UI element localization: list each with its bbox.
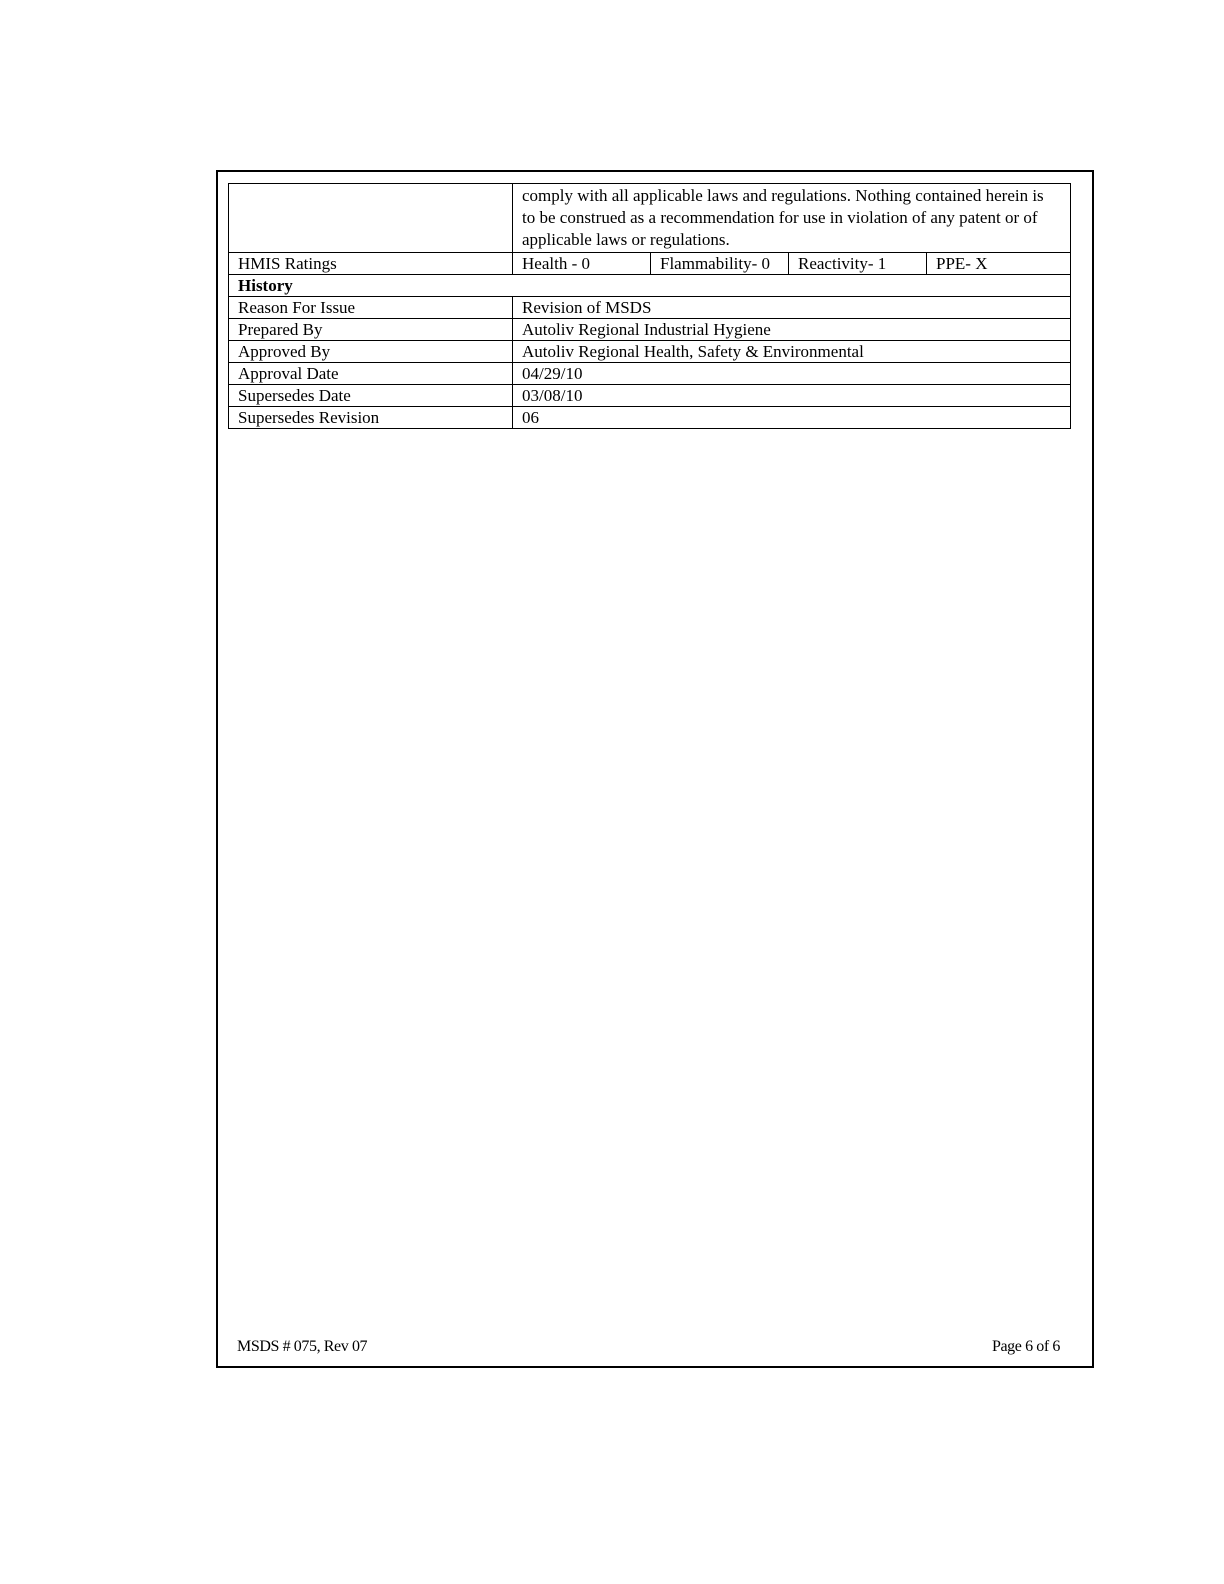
msds-table	[228, 183, 1071, 429]
history-heading-row	[229, 275, 1071, 297]
history-label-supersedes-revision: Supersedes Revision	[229, 407, 513, 429]
history-label-reason: Reason For Issue	[229, 297, 513, 319]
footer-page-number: Page 6 of 6	[991, 1338, 1060, 1355]
hmis-row	[229, 253, 1071, 275]
table-row	[229, 341, 1071, 363]
history-label-approval-date: Approval Date	[229, 363, 513, 385]
table-row	[229, 385, 1071, 407]
history-value-supersedes-date: 03/08/10	[513, 385, 1071, 407]
hmis-reactivity: Reactivity- 1	[789, 253, 927, 275]
history-label-supersedes-date: Supersedes Date	[229, 385, 513, 407]
hmis-flammability: Flammability- 0	[651, 253, 789, 275]
disclaimer-empty-cell	[229, 184, 513, 253]
hmis-label: HMIS Ratings	[229, 253, 513, 275]
history-value-prepared-by: Autoliv Regional Industrial Hygiene	[513, 319, 1071, 341]
table-row	[229, 407, 1071, 429]
footer-doc-id: MSDS # 075, Rev 07	[237, 1338, 368, 1355]
disclaimer-row	[229, 184, 1071, 253]
table-row	[229, 297, 1071, 319]
history-heading: History	[229, 275, 1071, 297]
history-value-approval-date: 04/29/10	[513, 363, 1071, 385]
hmis-ppe: PPE- X	[927, 253, 1071, 275]
table-row	[229, 363, 1071, 385]
history-value-supersedes-revision: 06	[513, 407, 1071, 429]
table-row	[229, 319, 1071, 341]
history-value-reason: Revision of MSDS	[513, 297, 1071, 319]
history-label-approved-by: Approved By	[229, 341, 513, 363]
disclaimer-text: comply with all applicable laws and regulations. Nothing contained herein is to be construed as a recommendation for use in violation of any patent or of applicable laws or regulations.	[513, 184, 1071, 253]
history-value-approved-by: Autoliv Regional Health, Safety & Environmental	[513, 341, 1071, 363]
history-label-prepared-by: Prepared By	[229, 319, 513, 341]
hmis-health: Health - 0	[513, 253, 651, 275]
